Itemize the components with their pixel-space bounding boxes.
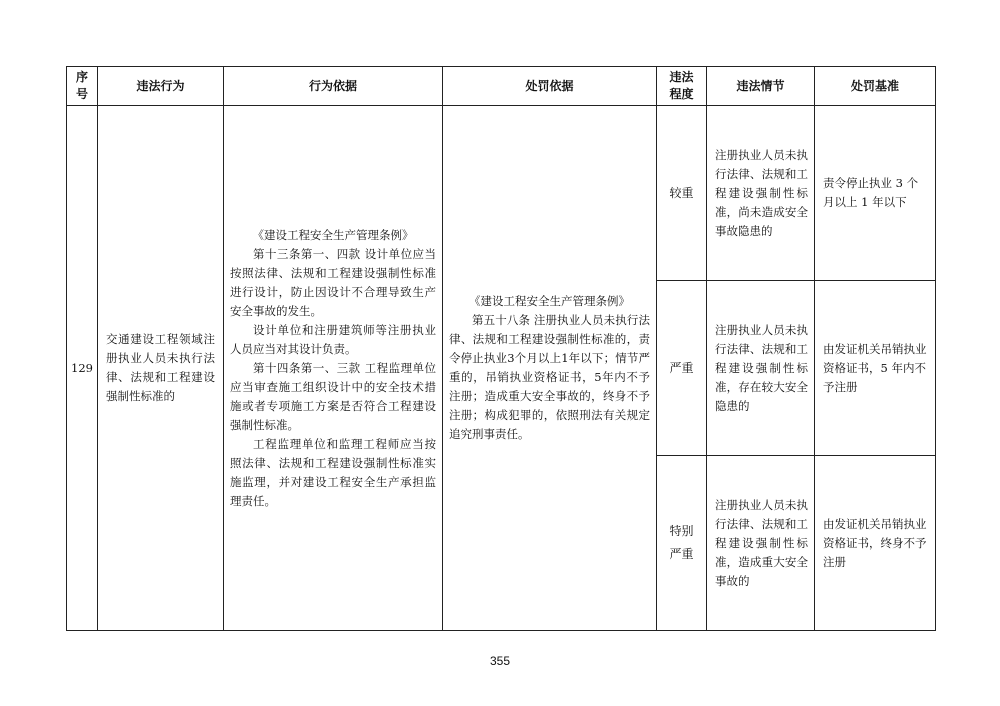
- degree-cell: [657, 281, 707, 456]
- violation-act: 交通建设工程领域注册执业人员未执行法律、法规和工程建设强制性标准的: [98, 106, 224, 631]
- degree-label: 较重: [669, 185, 694, 200]
- table-row: [67, 106, 936, 281]
- basis-paragraph: 第十四条第一、三款 工程监理单位应当审查施工组织设计中的安全技术措施或者专项施工方案是否符合工程建设强制性标准。: [230, 360, 436, 432]
- conduct-basis: [224, 106, 443, 631]
- header-circumstance: 违法情节: [707, 67, 815, 106]
- header-no: 序号: [67, 67, 98, 106]
- circumstance-cell: 注册执业人员未执行法律、法规和工程建设强制性标准，造成重大安全事故的: [707, 456, 815, 631]
- degree-label: 严重: [669, 360, 694, 375]
- header-standard: 处罚基准: [815, 67, 936, 106]
- basis-title: 《建设工程安全生产管理条例》: [252, 227, 414, 242]
- standard-cell: 责令停止执业 3 个月以上 1 年以下: [815, 106, 936, 281]
- basis-paragraph: 第十三条第一、四款 设计单位应当按照法律、法规和工程建设强制性标准进行设计，防止因设计不合理导致生产安全事故的发生。: [230, 246, 436, 318]
- penalty-basis-title: 《建设工程安全生产管理条例》: [469, 294, 630, 308]
- row-number: 129: [67, 106, 98, 631]
- degree-cell: [657, 106, 707, 281]
- penalty-table: [66, 66, 936, 631]
- header-basis: 行为依据: [224, 67, 443, 106]
- penalty-basis: [443, 106, 657, 631]
- table-header-row: [67, 67, 936, 106]
- basis-paragraph: 工程监理单位和监理工程师应当按照法律、法规和工程建设强制性标准实施监理，并对建设工程安全生产承担监理责任。: [230, 436, 436, 508]
- penalty-basis-paragraph: 第五十八条 注册执业人员未执行法律、法规和工程建设强制性标准的，责令停止执业3个月以上1年以下；情节严重的，吊销执业资格证书，5年内不予注册；造成重大安全事故的，终身不予注册；构成犯罪的，依照刑法有关规定追究刑事责任。: [449, 313, 650, 441]
- circumstance-cell: 注册执业人员未执行法律、法规和工程建设强制性标准，存在较大安全隐患的: [707, 281, 815, 456]
- standard-cell: 由发证机关吊销执业资格证书，终身不予注册: [815, 456, 936, 631]
- page-number: 355: [489, 654, 511, 668]
- basis-paragraph: 设计单位和注册建筑师等注册执业人员应当对其设计负责。: [230, 322, 436, 356]
- standard-cell: 由发证机关吊销执业资格证书，5 年内不予注册: [815, 281, 936, 456]
- header-penalty-basis: 处罚依据: [443, 67, 657, 106]
- circumstance-cell: 注册执业人员未执行法律、法规和工程建设强制性标准，尚未造成安全事故隐患的: [707, 106, 815, 281]
- header-degree: 违法程度: [657, 67, 707, 106]
- degree-cell: [657, 456, 707, 631]
- header-act: 违法行为: [98, 67, 224, 106]
- degree-label: 特别严重: [669, 524, 694, 561]
